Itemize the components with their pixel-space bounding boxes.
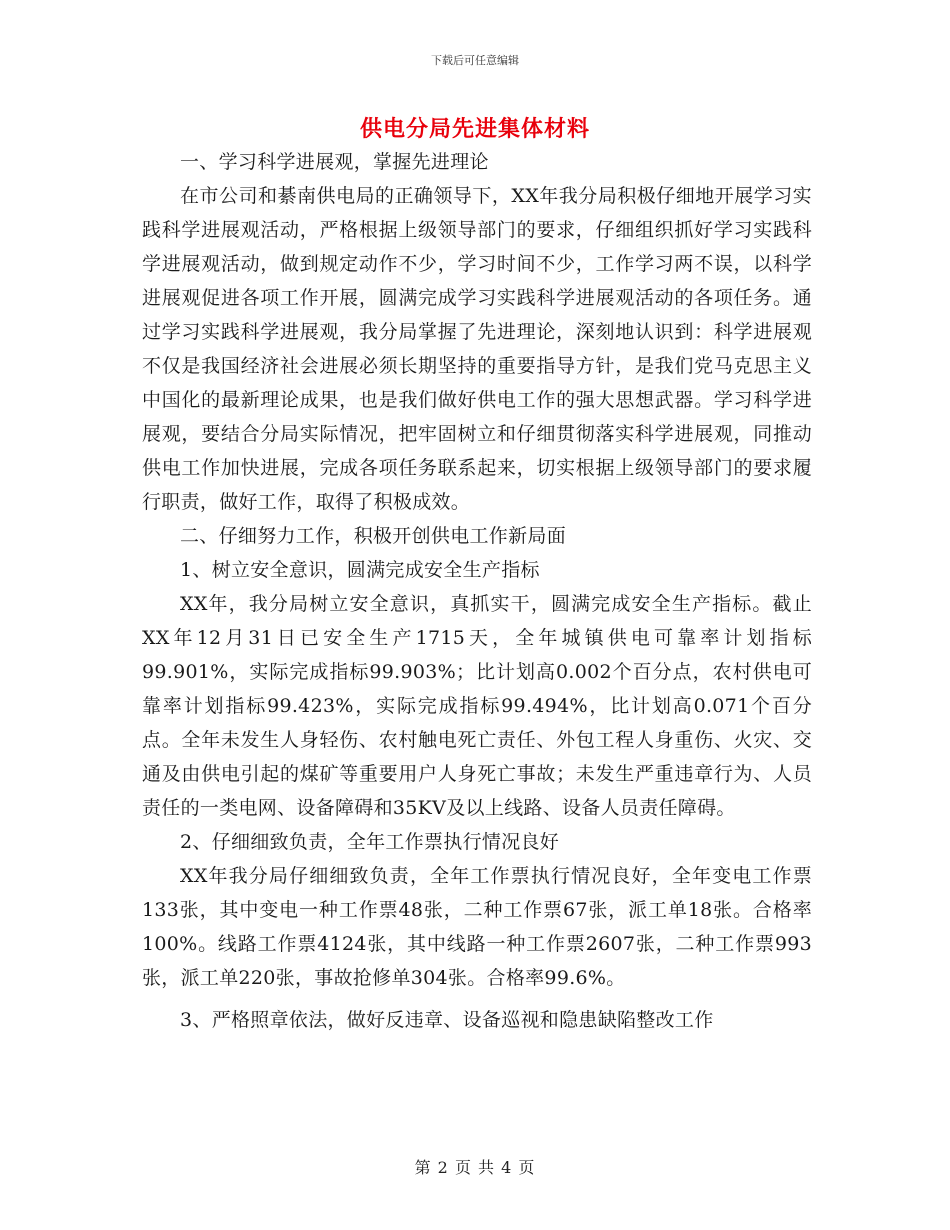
subsection-2-1-paragraph: XX年，我分局树立安全意识，真抓实干，圆满完成安全生产指标。截止XX年12月31日已安全生产1715天，全年城镇供电可靠率计划指标99.901%，实际完成指标99.903%；比计划高0.002个百分点，农村供电可靠率计划指标99.423%，实际完成指标99.494%，比计划高0.071个百分点。全年未发生人身轻伤、农村触电死亡责任、外包工程人身重伤、火灾、交通及由供电引起的煤矿等重要用户人身死亡事故；未发生严重违章行为、人员责任的一类电网、设备障碍和35KV及以上线路、设备人员责任障碍。 xyxy=(142,593,812,819)
section-1-heading: 一、学习科学进展观，掌握先进理论 xyxy=(180,151,489,173)
section-2-heading: 二、仔细努力工作，积极开创供电工作新局面 xyxy=(180,525,567,547)
subsection-2-2-paragraph: XX年我分局仔细细致负责，全年工作票执行情况良好，全年变电工作票133张，其中变电一种工作票48张，二种工作票67张，派工单18张。合格率100%。线路工作票4124张，其中线路一种工作票2607张，二种工作票993张，派工单220张，事故抢修单304张。合格率99.6%。 xyxy=(142,865,812,989)
document-title: 供电分局先进集体材料 xyxy=(359,117,590,142)
document-body xyxy=(142,145,812,1037)
subsection-2-2-heading: 2、仔细细致负责，全年工作票执行情况良好 xyxy=(180,831,560,853)
header-note: 下载后可任意编辑 xyxy=(431,54,519,67)
subsection-2-3-heading: 3、严格照章依法，做好反违章、设备巡视和隐患缺陷整改工作 xyxy=(180,1009,714,1031)
subsection-2-1-heading: 1、树立安全意识，圆满完成安全生产指标 xyxy=(180,559,540,581)
section-1-paragraph: 在市公司和綦南供电局的正确领导下，XX年我分局积极仔细地开展学习实践科学进展观活动，严格根据上级领导部门的要求，仔细组织抓好学习实践科学进展观活动，做到规定动作不少，学习时间不少，工作学习两不误，以科学进展观促进各项工作开展，圆满完成学习实践科学进展观活动的各项任务。通过学习实践科学进展观，我分局掌握了先进理论，深刻地认识到：科学进展观不仅是我国经济社会进展必须长期坚持的重要指导方针，是我们党马克思主义中国化的最新理论成果，也是我们做好供电工作的强大思想武器。学习科学进展观，要结合分局实际情况，把牢固树立和仔细贯彻落实科学进展观，同推动供电工作加快进展，完成各项任务联系起来，切实根据上级领导部门的要求履行职责，做好工作，取得了积极成效。 xyxy=(142,185,812,513)
page-footer: 第 2 页 共 4 页 xyxy=(414,1158,536,1177)
